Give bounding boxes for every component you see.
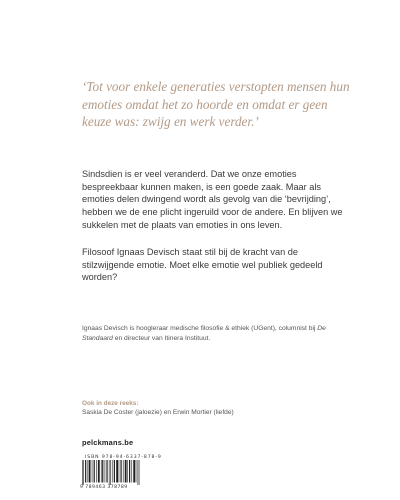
author-bio-text: Ignaas Devisch is hoogleraar medische filosofie & ethiek (UGent), columnist bij bbox=[82, 325, 318, 332]
series-titles: Saskia De Coster (jaloezie) en Erwin Mortier (liefde) bbox=[82, 409, 234, 416]
cover-quote: ‘Tot voor enkele generaties verstopten mensen hun emoties omdat het zo hoorde en omdat er geen keuze was: zwijg en werk verder.’ bbox=[82, 79, 350, 129]
blurb-paragraph-2: Filosoof Ignaas Devisch staat stil bij de kracht van de stilzwijgende emotie. Moet elke emotie wel publiek gedeeld worden? bbox=[82, 247, 323, 283]
series-heading: Ook in deze reeks: bbox=[82, 400, 139, 407]
blurb-paragraph-1: Sindsdien is er veel veranderd. Dat we onze emoties bespreekbaar kunnen maken, is een goede zaak. Maar als emoties delen dwingend wordt als gevolg van die ‘bevrijding’, hebben we de ene plicht ingeruild voor de andere. En blijven we sukkelen met de plaats van emoties in ons leven. bbox=[82, 169, 343, 230]
publisher-website: pelckmans.be bbox=[82, 438, 134, 447]
barcode-icon bbox=[82, 460, 140, 485]
author-bio bbox=[82, 324, 352, 344]
newspaper-title: De Standaard bbox=[82, 325, 326, 342]
barcode-digits: 9 789463 378789 bbox=[80, 485, 128, 490]
isbn-label: ISBN 978-94-6337-878-9 bbox=[85, 455, 162, 460]
author-bio-text-end: en directeur van Itinera Instituut. bbox=[112, 334, 211, 342]
